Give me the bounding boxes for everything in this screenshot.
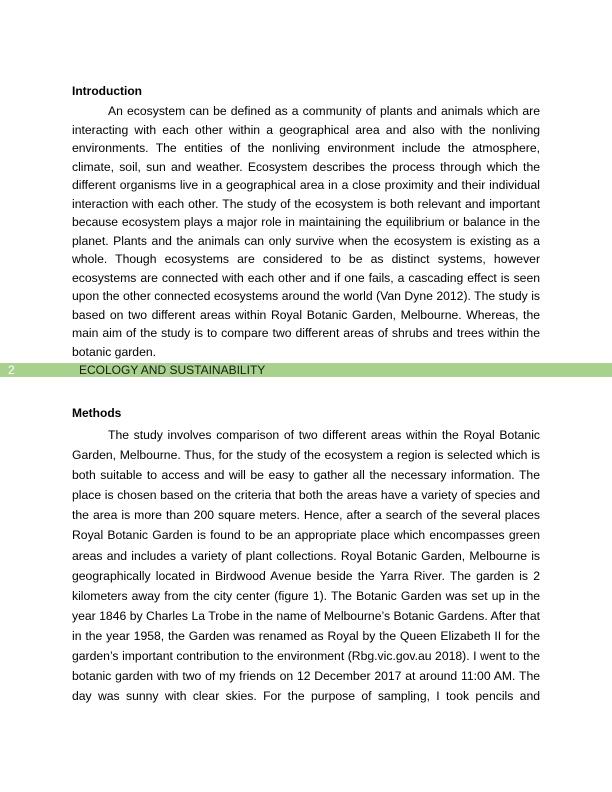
text-line: The study involves comparison of two different areas within the Royal Botanic <box>108 428 540 442</box>
text-line: place is chosen based on the criteria that both the areas have a variety of species and <box>72 488 540 503</box>
text-line: both suitable to access and will be easy to gather all the necessary information. The <box>72 468 540 483</box>
text-line: ecosystems are connected with each other and if one fails, a cascading effect is seen <box>72 270 540 285</box>
text-line: botanic garden. <box>72 344 157 359</box>
text-line: upon the other connected ecosystems around the world (Van Dyne 2012). The study is <box>72 289 540 303</box>
text-line: botanic garden with two of my friends on 12 December 2017 at around 11:00 AM. The <box>72 669 540 684</box>
introduction-heading: Introduction <box>72 84 142 98</box>
text-line: based on two different areas within Royal Botanic Garden, Melbourne. Whereas, the <box>72 307 540 322</box>
text-line: interaction with each other. The study of the ecosystem is both relevant and important <box>72 196 540 211</box>
methods-paragraph <box>72 425 540 706</box>
text-line: areas and includes a variety of plant collections. Royal Botanic Garden, Melbourne is <box>72 548 540 563</box>
text-line: different organisms live in a geographical area in a close proximity and their individual <box>72 178 540 192</box>
text-line: whole. Though ecosystems are considered to be as distinct systems, however <box>72 252 540 266</box>
text-line: Garden, Melbourne. Thus, for the study of the ecosystem a region is selected which is <box>72 448 540 463</box>
text-line: in the year 1958, the Garden was renamed as Royal by the Queen Elizabeth II for the <box>72 628 540 643</box>
methods-heading: Methods <box>72 406 122 420</box>
text-line: main aim of the study is to compare two different areas of shrubs and trees within the <box>72 326 540 340</box>
text-line: Royal Botanic Garden is found to be an appropriate place which encompasses green <box>72 528 540 543</box>
text-line: kilometers away from the city center (figure 1). The Botanic Garden was set up in the <box>72 588 540 603</box>
text-line: interacting with each other within a geographical area and also with the nonliving <box>72 122 540 137</box>
text-line: year 1846 by Charles La Trobe in the name of Melbourne’s Botanic Gardens. After that <box>72 608 540 623</box>
page-header-bar <box>0 363 612 377</box>
text-line: An ecosystem can be defined as a community of plants and animals which are <box>108 104 540 118</box>
text-line: climate, soil, sun and weather. Ecosystem describes the process through which the <box>72 159 540 174</box>
text-line: planet. Plants and the animals can only survive when the ecosystem is existing as a <box>72 233 540 248</box>
running-head: ECOLOGY AND SUSTAINABILITY <box>79 363 266 377</box>
text-line: environments. The entities of the nonliving environment include the atmosphere, <box>72 141 540 155</box>
text-line: garden’s important contribution to the environment (Rbg.vic.gov.au 2018). I went to the <box>72 649 540 664</box>
text-line: because ecosystem plays a major role in maintaining the equilibrium or balance in the <box>72 215 540 229</box>
text-line: day was sunny with clear skies. For the purpose of sampling, I took pencils and <box>72 689 540 704</box>
page-number: 2 <box>8 363 15 377</box>
text-line: the area is more than 200 square meters. Hence, after a search of the several places <box>72 508 540 523</box>
text-line: geographically located in Birdwood Avenue beside the Yarra River. The garden is 2 <box>72 568 540 583</box>
introduction-paragraph <box>72 102 540 361</box>
